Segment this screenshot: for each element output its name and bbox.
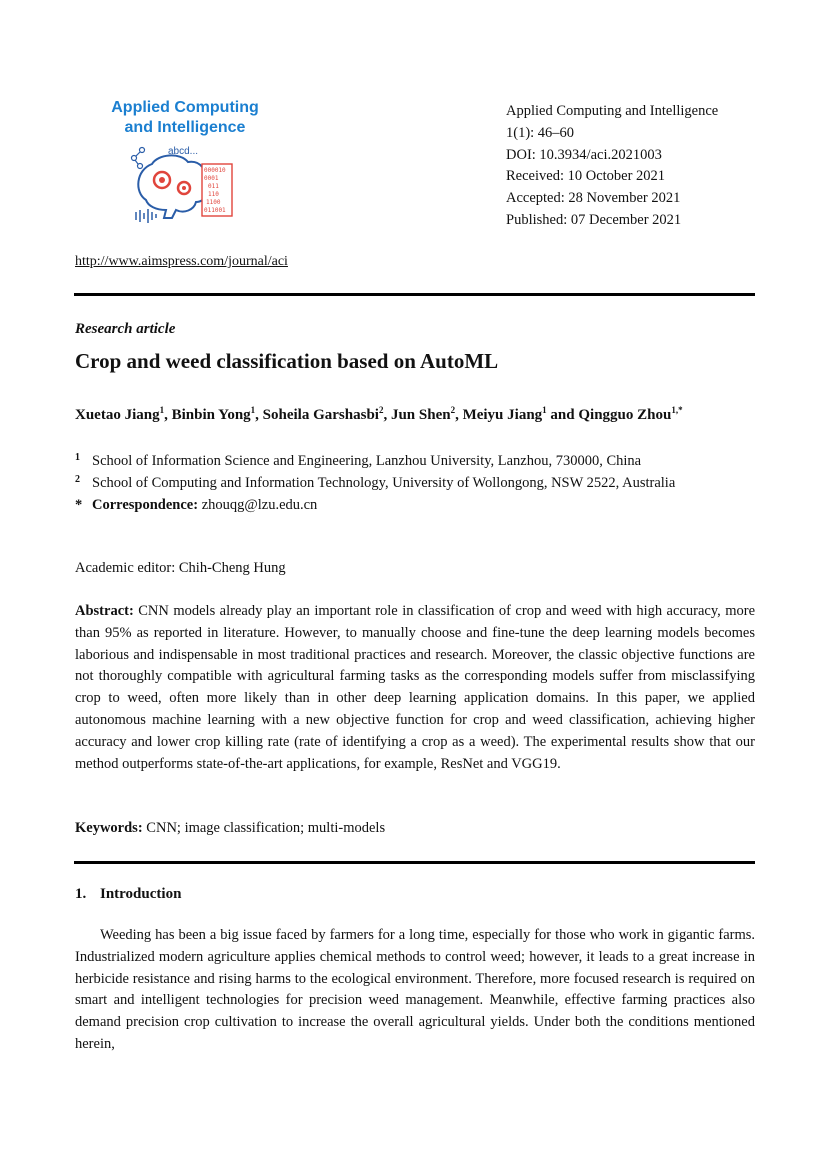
abstract-divider [74,861,755,864]
logo-title-line2: and Intelligence [124,119,246,136]
abstract-label: Abstract: [75,603,134,619]
meta-volume: 1(1): 46–60 [506,124,575,141]
keywords [75,820,385,837]
academic-editor: Academic editor: Chih-Cheng Hung [75,560,286,576]
affiliation-item [75,473,755,495]
author-affil-sup: 1 [542,405,547,415]
author-affil-sup: 2 [378,405,384,415]
author-name: Qingguo Zhou [578,407,672,423]
section-title: Introduction [100,886,182,902]
author-name: Jun Shen [390,407,451,423]
author-separator: , [164,407,172,423]
publication-meta [506,101,718,232]
affiliation-text: School of Information Science and Engineering, Lanzhou University, Lanzhou, 730000, China [92,453,642,469]
affiliation-item [75,451,755,473]
logo-title-line1: Applied Computing [111,99,259,116]
meta-doi: DOI: 10.3934/aci.2021003 [506,146,662,163]
binary-line: 011 [208,183,219,190]
brain-gear-logo-icon [128,140,268,230]
author-affil-sup: 2 [450,405,456,415]
affiliation-number: 1 [75,452,80,463]
meta-accepted: Accepted: 28 November 2021 [506,190,681,207]
affiliations [75,451,755,516]
author-name: Soheila Garshasbi [262,407,379,423]
binary-line: 011001 [204,207,226,214]
meta-journal: Applied Computing and Intelligence [506,103,719,119]
binary-line: 0001 [204,175,219,182]
correspondence [75,495,755,517]
keywords-text: CNN; image classification; multi-models [146,820,386,836]
binary-line: 1100 [206,199,221,206]
author-affil-sup: 1 [250,405,256,415]
author-affil-sup: 1 [159,405,165,415]
header-divider [74,293,755,296]
logo-abcd-text: abcd... [168,146,199,157]
paper-title: Crop and weed classification based on AutoML [75,349,499,373]
author-name: Binbin Yong [171,407,251,423]
intro-paragraph: Weeding has been a big issue faced by farmers for a long time, especially for those who work in gigantic farms. Industrialized modern agriculture applies chemical methods to control weed; however, it leads to a great increase in herbicide resistance and rising harms to the ecological environment. Therefore, more focused research is required on smart and intelligent technologies for precision weed management. Meanwhile, effective farming practices also demand precision crop cultivation to increase the overall agricultural yields. Under both the conditions mentioned herein, [75,927,755,1052]
affiliation-number: 2 [75,473,80,485]
journal-url-link[interactable]: http://www.aimspress.com/journal/aci [75,254,288,269]
abstract [75,601,755,775]
meta-published: Published: 07 December 2021 [506,211,682,228]
author-and: and [546,407,579,423]
correspondence-label: Correspondence: [92,496,199,513]
binary-line: 000010 [204,167,226,174]
affiliation-text: School of Computing and Information Technology, University of Wollongong, NSW 2522, Australia [92,474,676,491]
author-separator: , [255,407,263,423]
binary-line: 110 [208,191,219,198]
author-name: Meiyu Jiang [462,407,543,423]
keywords-label: Keywords: [75,820,143,836]
meta-received: Received: 10 October 2021 [506,168,666,185]
article-type: Research article [75,321,176,337]
section-number: 1. [75,886,87,902]
abstract-text: CNN models already play an important role in classification of crop and weed with high accuracy, more than 95% as reported in literature. However, to manually choose and fine-tune the deep learning models becomes laborious and indispensable in most traditional practices and research. Moreover, the classic objective functions are not thoroughly compatible with agricultural farming tasks as the corresponding models suffer from misclassifying crop to weed, often more likely than in other deep learning application domains. In this paper, we applied autonomous machine learning with a new objective function for crop and weed classification, achieving higher accuracy and lower crop killing rate (rate of identifying a crop as a weed). The experimental results show that our method outperforms state-of-the-art applications, for example, ResNet and VGG19. [75,603,756,772]
author-name: Xuetao Jiang [75,407,160,423]
author-separator: , [383,407,391,423]
section-heading [75,886,181,903]
journal-logo [90,98,280,233]
correspondence-star: * [75,496,83,513]
author-list [75,405,683,424]
correspondence-email[interactable]: zhouqg@lzu.edu.cn [201,496,318,513]
author-affil-sup: 1,* [671,405,683,415]
author-separator: , [455,407,463,423]
